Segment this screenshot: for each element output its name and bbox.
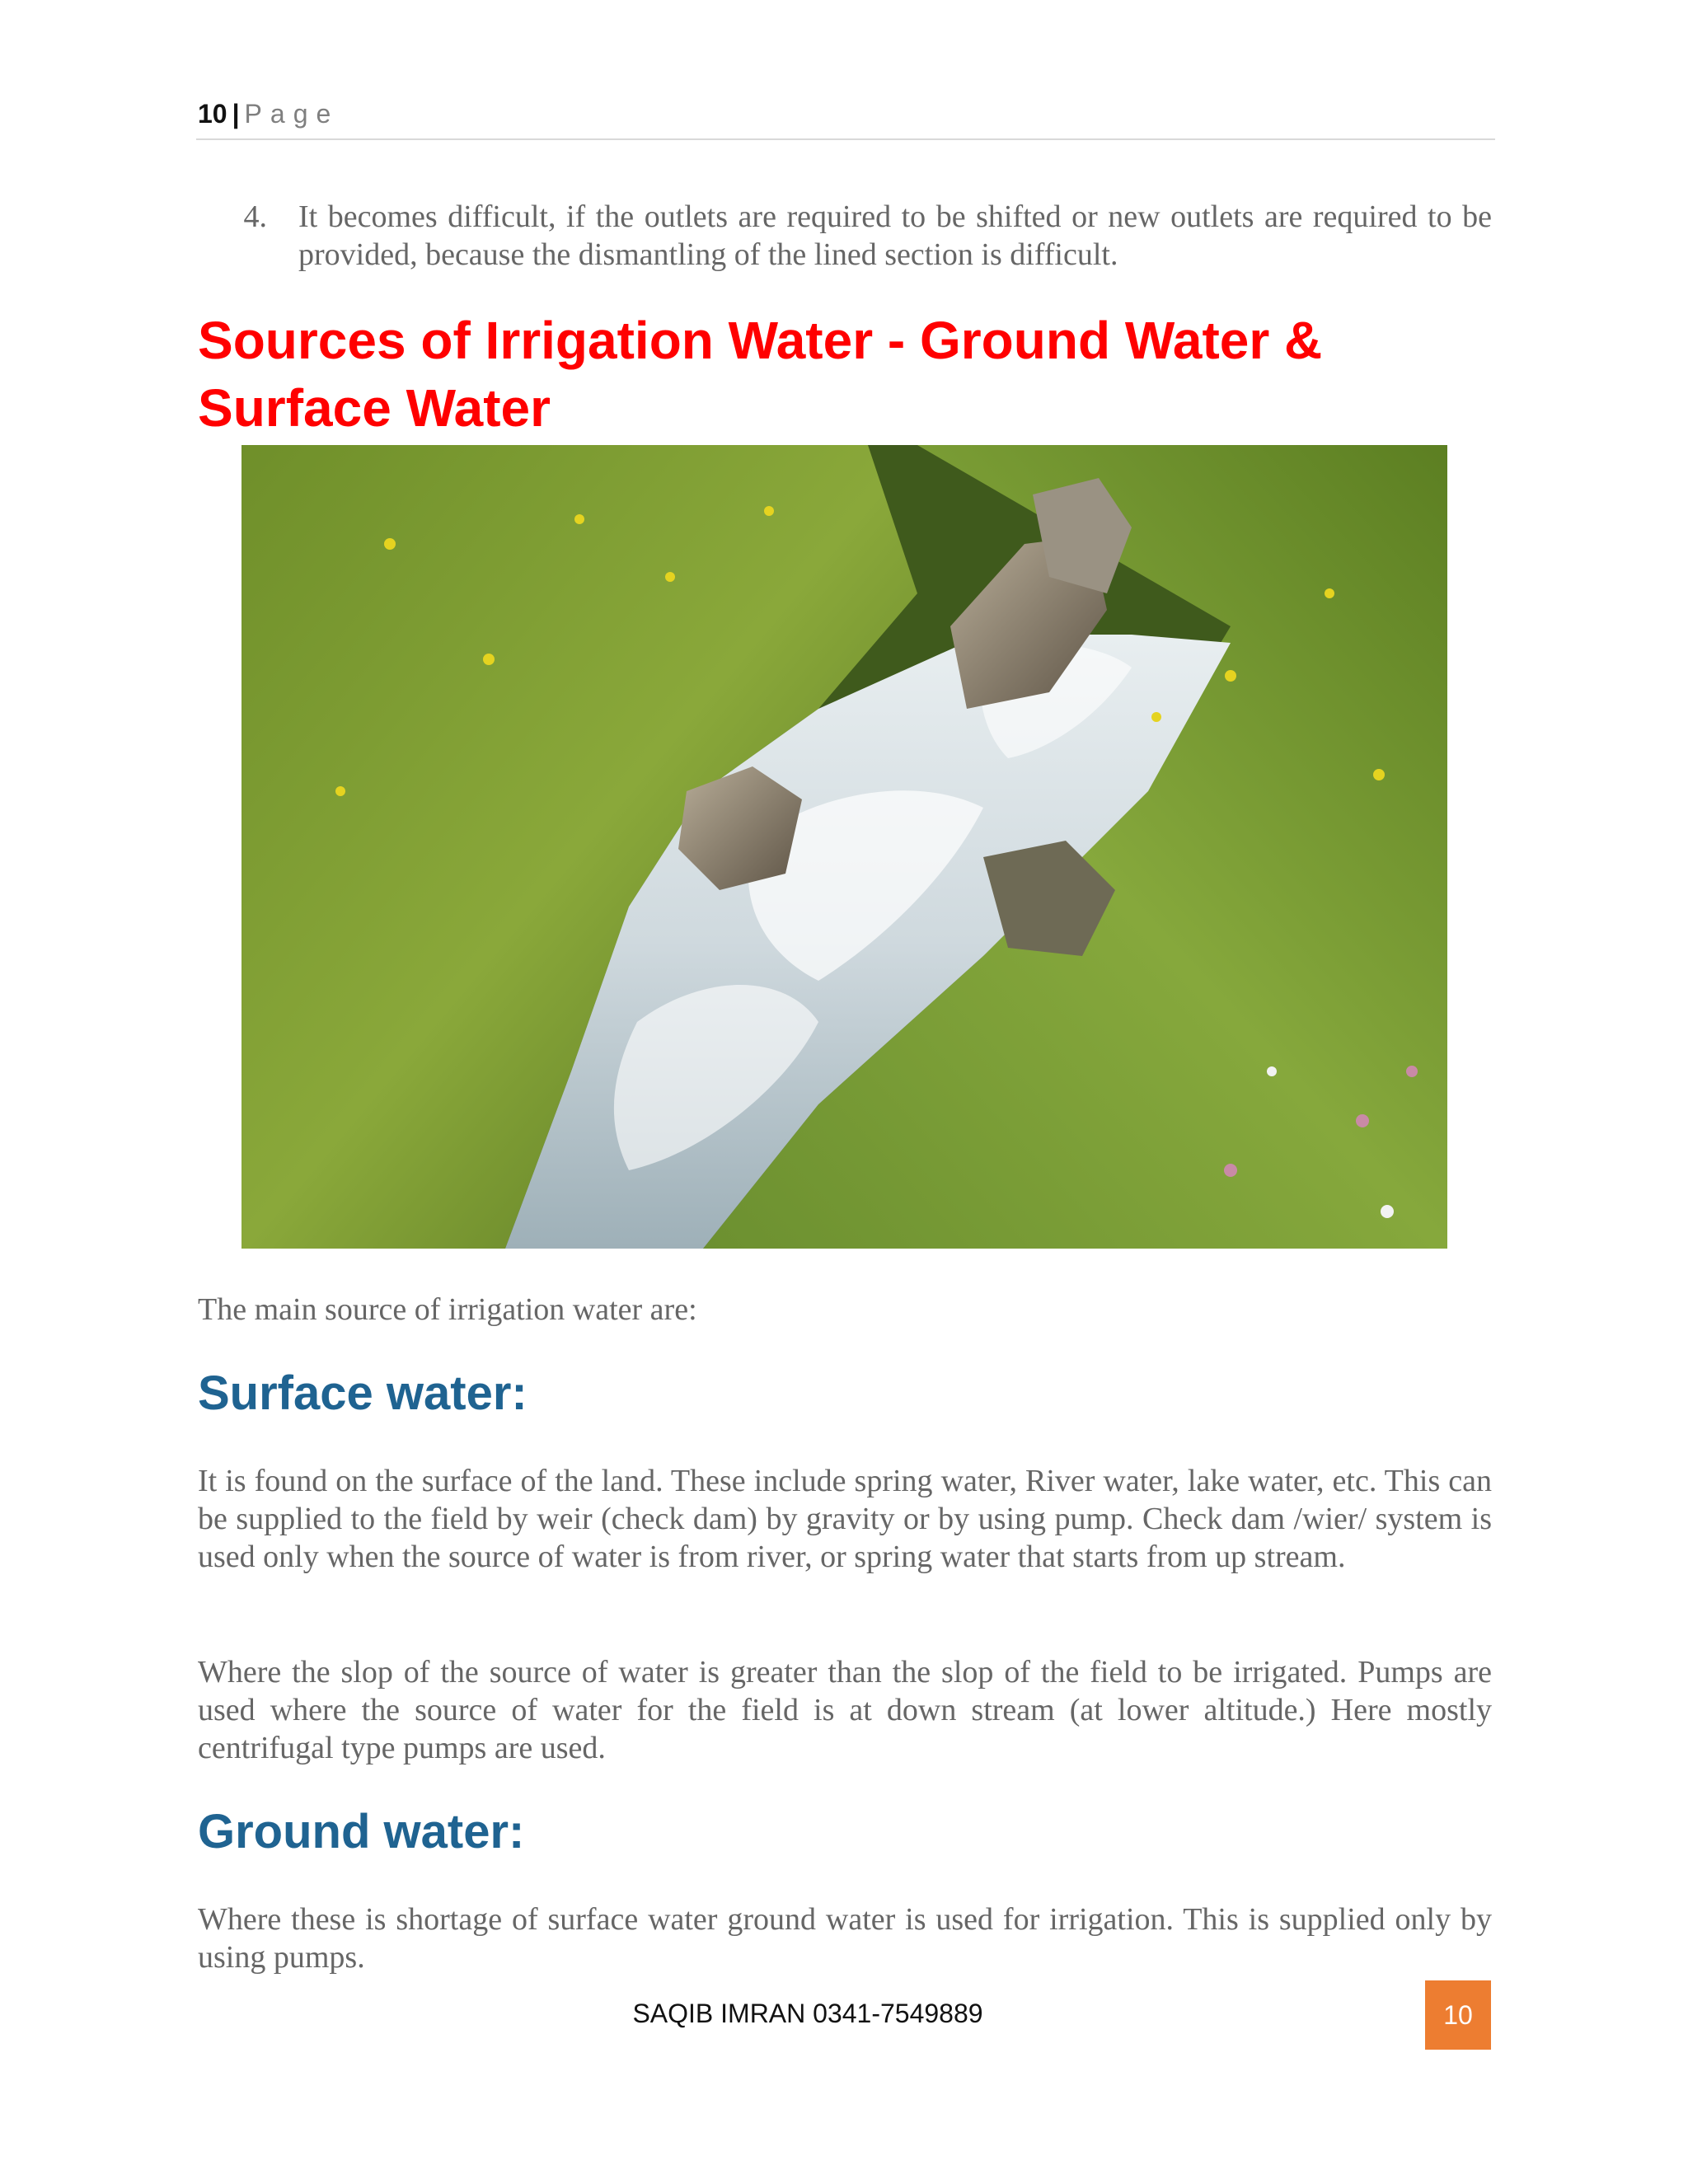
page-header — [198, 99, 1493, 129]
surface-water-heading: Surface water: — [198, 1366, 528, 1420]
surface-water-paragraph-1: It is found on the surface of the land. These include spring water, River water, lake water, etc. This can be supplied to the field by weir (check dam) by gravity or by using pump. Check dam /wier/ system is used only when the source of water is from river, or spring water that starts from up stream. — [198, 1464, 1492, 1574]
list-item — [198, 198, 1492, 274]
section-title: Sources of Irrigation Water - Ground Water & Surface Water — [198, 311, 1323, 438]
header-rule — [196, 138, 1495, 140]
intro-text: The main source of irrigation water are: — [198, 1292, 697, 1327]
footer-author: SAQIB IMRAN 0341-7549889 — [632, 1999, 983, 2028]
surface-water-paragraph-2: Where the slop of the source of water is greater than the slop of the field to be irrigated. Pumps are used where the source of water for the field is at down stream (at lower altitude.) Here mostly centrifugal type pumps are used. — [198, 1655, 1492, 1765]
numbered-list — [198, 198, 1492, 274]
header-page-number: 10 — [198, 99, 227, 129]
header-page-label: Page — [244, 99, 340, 129]
list-item-text: It becomes difficult, if the outlets are required to be shifted or new outlets are required to be provided, because the dismantling of the lined section is difficult. — [298, 199, 1492, 272]
footer-page-number: 10 — [1425, 1980, 1491, 2050]
header-separator: | — [232, 99, 240, 129]
ground-water-heading: Ground water: — [198, 1805, 525, 1858]
ground-water-paragraph: Where these is shortage of surface water ground water is used for irrigation. This is supplied only by using pumps. — [198, 1902, 1492, 1975]
stream-photo — [241, 445, 1447, 1249]
list-item-number: 4. — [243, 199, 267, 234]
